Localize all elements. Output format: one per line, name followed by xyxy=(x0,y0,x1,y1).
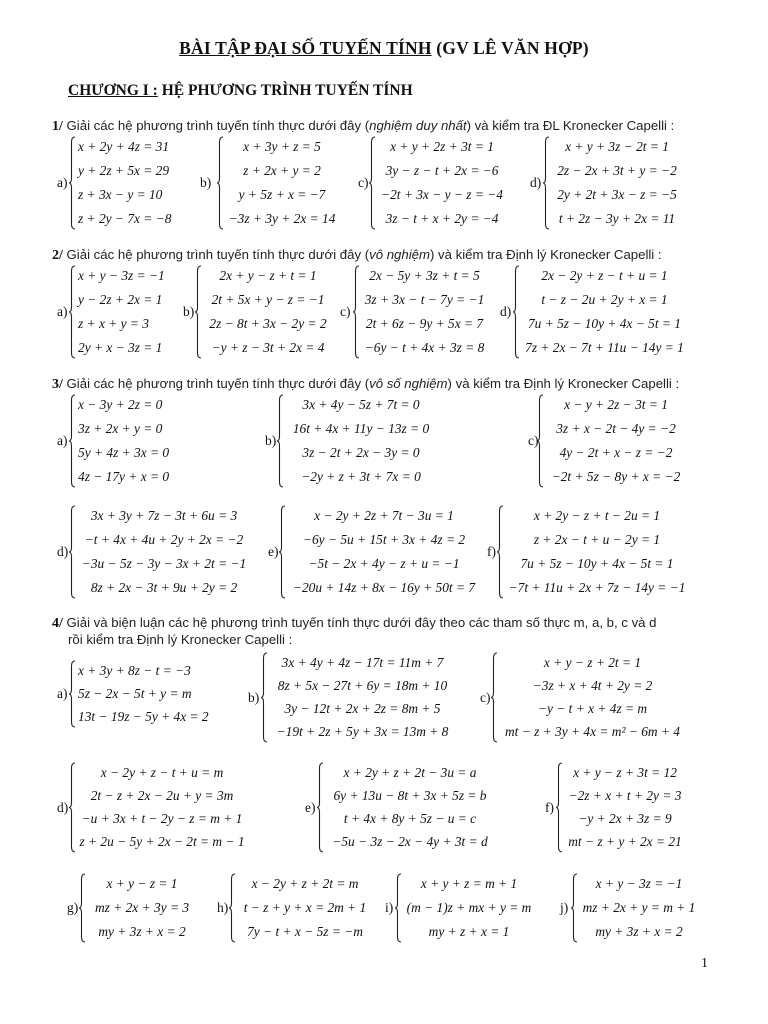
equation: 5y + 4z + 3x = 0 xyxy=(78,445,170,460)
equation: z + 2u − 5y + 2x − 2t = m − 1 xyxy=(79,834,245,849)
brace-icon xyxy=(216,136,224,230)
equation: y − 2z + 2x = 1 xyxy=(78,292,163,307)
brace-icon xyxy=(68,762,76,853)
exercise-text: Giải các hệ phương trình tuyến tính thực dưới đây ( xyxy=(62,376,370,391)
equation: y + 2z + 5x = 29 xyxy=(78,163,170,178)
equation: 7u + 5z − 10y + 4x − 5t = 1 xyxy=(520,556,674,571)
brace-icon xyxy=(276,394,284,488)
exercise-emphasis: vô nghiệm xyxy=(369,247,430,262)
equation: my + 3z + x = 2 xyxy=(595,924,683,939)
equation: 3x + 3y + 7z − 3t + 6u = 3 xyxy=(90,508,238,523)
brace-icon xyxy=(570,873,578,943)
equation: −2z + x + t + 2y = 3 xyxy=(568,788,682,803)
brace-icon xyxy=(536,394,544,488)
exercise-2-heading xyxy=(52,247,662,264)
exercise-number: 1/ xyxy=(52,119,63,134)
equation: −t + 4x + 4u + 2y + 2x = −2 xyxy=(84,532,244,547)
brace-icon xyxy=(352,265,360,359)
equation: 2y + 2t + 3x − z = −5 xyxy=(557,187,677,202)
equation: 3x + 4y + 4z − 17t = 11m + 7 xyxy=(281,655,444,670)
system-label: c) xyxy=(358,175,369,190)
equation: z + 2x + y = 2 xyxy=(243,163,321,178)
equation: mz + 2x + 3y = 3 xyxy=(94,900,190,915)
equation: −y − t + x + 4z = m xyxy=(537,701,648,716)
system-label: c) xyxy=(480,689,491,705)
brace-icon xyxy=(260,652,268,743)
equation: mz + 2x + y = m + 1 xyxy=(582,900,696,915)
equation: 2t − z + 2x − 2u + y = 3m xyxy=(90,788,234,803)
equation: x − 2y + 2z + 7t − 3u = 1 xyxy=(314,508,454,523)
exercise-text: ) và kiểm tra Định lý Kronecker Capelli : xyxy=(447,376,680,391)
equation: 2x + y − z + t = 1 xyxy=(219,268,317,283)
title-main: BÀI TẬP ĐẠI SỐ TUYẾN TÍNH xyxy=(179,38,432,58)
page-number: 1 xyxy=(701,956,708,971)
chapter-name: HỆ PHƯƠNG TRÌNH TUYẾN TÍNH xyxy=(157,82,413,99)
exercise-emphasis: nghiệm duy nhất xyxy=(369,118,467,133)
equation: x + y + 3z − 2t = 1 xyxy=(565,139,669,154)
equation: 2x − 2y + z − t + u = 1 xyxy=(541,268,668,283)
equation: 3z − t + x + 2y = −4 xyxy=(385,211,499,226)
brace-icon xyxy=(68,136,76,230)
equation: (m − 1)z + mx + y = m xyxy=(406,900,532,915)
equation: 3z − 2t + 2x − 3y = 0 xyxy=(302,445,420,460)
brace-icon xyxy=(68,505,76,599)
equation: 3y − 12t + 2x + 2z = 8m + 5 xyxy=(284,701,441,716)
brace-icon xyxy=(68,660,76,728)
equation: 2z − 2x + 3t + y = −2 xyxy=(557,163,677,178)
exercise-number: 3/ xyxy=(52,377,63,392)
equation: y + 5z + x = −7 xyxy=(238,187,326,202)
brace-icon xyxy=(542,136,550,230)
equation: 2z − 8t + 3x − 2y = 2 xyxy=(209,316,327,331)
equation: 2t + 5x + y − z = −1 xyxy=(211,292,325,307)
equation: −6y − t + 4x + 3z = 8 xyxy=(364,340,485,355)
equation: 7y − t + x − 5z = −m xyxy=(247,924,363,939)
equation: x − 2y + z + 2t = m xyxy=(251,876,359,891)
equation: −y + z − 3t + 2x = 4 xyxy=(211,340,325,355)
equation: −u + 3x + t − 2y − z = m + 1 xyxy=(81,811,243,826)
system-label: a) xyxy=(57,433,68,448)
system-label: b) xyxy=(200,175,212,190)
equation: mt − z + 3y + 4x = m² − 6m + 4 xyxy=(504,724,680,739)
equation: x + 2y + 4z = 31 xyxy=(78,139,170,154)
equation: −3z + 3y + 2x = 14 xyxy=(228,211,336,226)
equation: x + 2y − z + t − 2u = 1 xyxy=(533,508,661,523)
equation: −3u − 5z − 3y − 3x + 2t = −1 xyxy=(81,556,247,571)
chapter-label: CHƯƠNG I : xyxy=(68,82,158,99)
equation: 4z − 17y + x = 0 xyxy=(78,469,170,484)
equation: t + 2z − 3y + 2x = 11 xyxy=(558,211,676,226)
exercise-number: 4/ xyxy=(52,616,63,631)
equation: x − 3y + 2z = 0 xyxy=(78,397,163,412)
brace-icon xyxy=(490,652,498,743)
equation: 2x − 5y + 3z + t = 5 xyxy=(369,268,480,283)
equation: 3y − z − t + 2x = −6 xyxy=(385,163,499,178)
equation: 5z − 2x − 5t + y = m xyxy=(78,686,192,701)
equation: x + y − 3z = −1 xyxy=(595,876,683,891)
equation: 2y + x − 3z = 1 xyxy=(78,340,163,355)
equation: t + 4x + 8y + 5z − u = c xyxy=(343,811,477,826)
equation: x + 2y + z + 2t − 3u = a xyxy=(343,765,477,780)
exercise-text: Giải các hệ phương trình tuyến tính thực dưới đây ( xyxy=(62,118,370,133)
brace-icon xyxy=(68,265,76,359)
system-label: c) xyxy=(528,433,539,448)
equation: −y + 2x + 3z = 9 xyxy=(578,811,672,826)
equation: my + z + x = 1 xyxy=(428,924,510,939)
equation: −2y + z + 3t + 7x = 0 xyxy=(301,469,421,484)
equation: 4y − 2t + x − z = −2 xyxy=(559,445,673,460)
equation: x + y + 2z + 3t = 1 xyxy=(390,139,494,154)
equation: x + y − 3z = −1 xyxy=(78,268,165,283)
equation: x + 3y + z = 5 xyxy=(243,139,321,154)
equation: 3x + 4y − 5z + 7t = 0 xyxy=(302,397,420,412)
exercise-3-heading xyxy=(52,376,679,393)
equation: −5t − 2x + 4y − z + u = −1 xyxy=(308,556,460,571)
system-label: f) xyxy=(545,799,554,815)
equation: mt − z + y + 2x = 21 xyxy=(568,834,682,849)
system-label: d) xyxy=(57,799,69,815)
exercise-text: Giải và biện luận các hệ phương trình tuyến tính thực dưới đây theo các tham số thực m, a, b, c và d xyxy=(62,615,657,630)
exercise-1-heading xyxy=(52,118,674,135)
equation: z + 3x − y = 10 xyxy=(78,187,163,202)
system-label: b) xyxy=(265,433,277,448)
equation: 7z + 2x − 7t + 11u − 14y = 1 xyxy=(525,340,684,355)
chapter-heading xyxy=(68,82,413,100)
system-label: e) xyxy=(305,799,316,815)
equation: −3z + x + 4t + 2y = 2 xyxy=(532,678,653,693)
equation: −2t + 5z − 8y + x = −2 xyxy=(551,469,681,484)
brace-icon xyxy=(194,265,202,359)
equation: z + x + y = 3 xyxy=(78,316,149,331)
equation: 3z + x − 2t − 4y = −2 xyxy=(556,421,676,436)
system-label: j) xyxy=(560,900,569,915)
brace-icon xyxy=(555,762,563,853)
system-label: h) xyxy=(217,900,229,915)
equation: x − 2y + z − t + u = m xyxy=(100,765,224,780)
system-label: a) xyxy=(57,686,68,701)
equation: 7u + 5z − 10y + 4x − 5t = 1 xyxy=(527,316,682,331)
equation: 8z + 5x − 27t + 6y = 18m + 10 xyxy=(277,678,448,693)
exercise-4-heading xyxy=(52,615,657,632)
system-label: i) xyxy=(385,900,394,915)
equation: 6y + 13u − 8t + 3x + 5z = b xyxy=(333,788,487,803)
equation: z + 2y − 7x = −8 xyxy=(78,211,172,226)
equation: 8z + 2x − 3t + 9u + 2y = 2 xyxy=(90,580,238,595)
brace-icon xyxy=(394,873,402,943)
brace-icon xyxy=(228,873,236,943)
equation: 3z + 2x + y = 0 xyxy=(78,421,163,436)
equation: x + y − z + 3t = 12 xyxy=(573,765,677,780)
system-label: d) xyxy=(530,175,542,190)
equation: 2t + 6z − 9y + 5x = 7 xyxy=(365,316,484,331)
equation: x − y + 2z − 3t = 1 xyxy=(564,397,668,412)
equation: x + y + z = m + 1 xyxy=(420,876,518,891)
equation: −19t + 2z + 5y + 3x = 13m + 8 xyxy=(276,724,449,739)
system-label: d) xyxy=(500,304,512,319)
brace-icon xyxy=(68,394,76,488)
system-label: d) xyxy=(57,544,69,559)
document-title xyxy=(0,38,768,59)
equation: 3z + 3x − t − 7y = −1 xyxy=(364,292,485,307)
equation: −6y − 5u + 15t + 3x + 4z = 2 xyxy=(302,532,466,547)
brace-icon xyxy=(368,136,376,230)
exercise-emphasis: vô số nghiệm xyxy=(369,376,448,391)
equation: z + 2x − t + u − 2y = 1 xyxy=(533,532,661,547)
equation: −20u + 14z + 8x − 16y + 50t = 7 xyxy=(292,580,476,595)
equation: 13t − 19z − 5y + 4x = 2 xyxy=(78,709,209,724)
brace-icon xyxy=(316,762,324,853)
exercise-4-heading-line2: rồi kiểm tra Định lý Kronecker Capelli : xyxy=(68,632,293,647)
brace-icon xyxy=(78,873,86,943)
equation: x + y − z + 2t = 1 xyxy=(543,655,642,670)
system-label: f) xyxy=(487,544,496,559)
system-label: b) xyxy=(183,304,195,319)
exercise-text: ) và kiểm tra ĐL Kronecker Capelli : xyxy=(466,118,675,133)
equation: 16t + 4x + 11y − 13z = 0 xyxy=(292,421,430,436)
brace-icon xyxy=(512,265,520,359)
system-label: a) xyxy=(57,175,68,190)
brace-icon xyxy=(278,505,286,599)
exercise-text: ) và kiểm tra Định lý Kronecker Capelli : xyxy=(429,247,662,262)
equation: −7t + 11u + 2x + 7z − 14y = −1 xyxy=(508,580,686,595)
equation: x + 3y + 8z − t = −3 xyxy=(78,663,191,678)
system-label: e) xyxy=(268,544,279,559)
brace-icon xyxy=(496,505,504,599)
system-label: g) xyxy=(67,900,79,915)
system-label: c) xyxy=(340,304,351,319)
equation: x + y − z = 1 xyxy=(106,876,178,891)
equation: −5u − 3z − 2x − 4y + 3t = d xyxy=(332,834,488,849)
system-label: b) xyxy=(248,689,260,705)
exercise-text: Giải các hệ phương trình tuyến tính thực dưới đây ( xyxy=(62,247,370,262)
equation: t − z + y + x = 2m + 1 xyxy=(243,900,367,915)
title-sub: (GV LÊ VĂN HỢP) xyxy=(431,38,589,58)
exercise-number: 2/ xyxy=(52,248,63,263)
equation: my + 3z + x = 2 xyxy=(98,924,186,939)
system-label: a) xyxy=(57,304,68,319)
equation: t − z − 2u + 2y + x = 1 xyxy=(541,292,668,307)
equation: −2t + 3x − y − z = −4 xyxy=(381,187,503,202)
